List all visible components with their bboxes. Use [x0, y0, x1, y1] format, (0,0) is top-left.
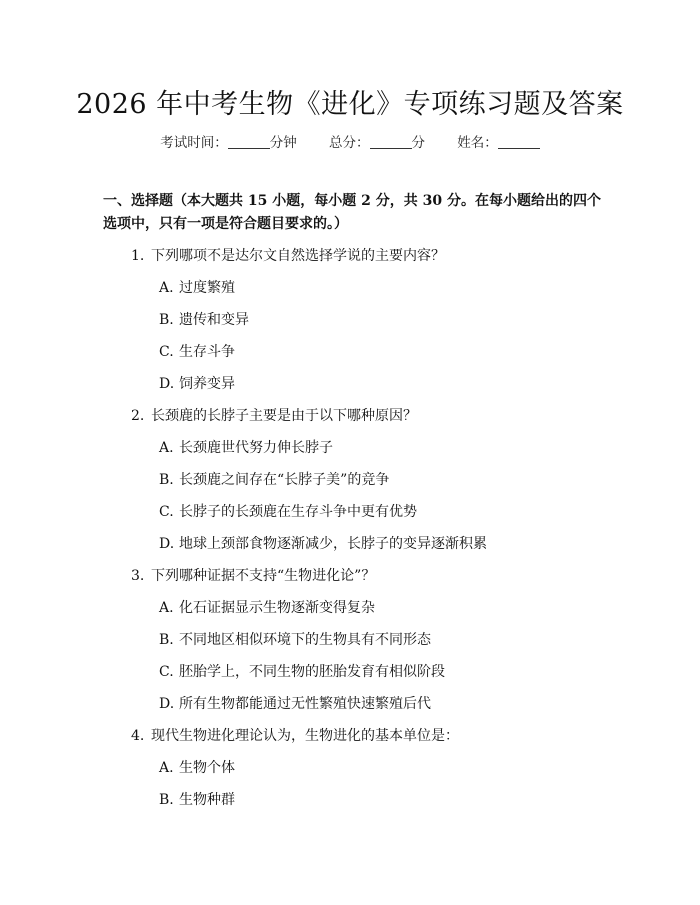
option-2d: [159, 533, 487, 553]
option-text: 饲养变异: [179, 376, 235, 392]
option-letter: B.: [159, 632, 174, 648]
option-letter: D.: [159, 536, 175, 552]
option-text: 所有生物都能通过无性繁殖快速繁殖后代: [179, 696, 431, 712]
student-name-label: 姓名：: [457, 135, 498, 151]
question-3: [131, 565, 375, 585]
option-4a: [159, 757, 235, 777]
option-letter: D.: [159, 696, 175, 712]
option-3c: [159, 661, 445, 681]
option-text: 长颈鹿世代努力伸长脖子: [179, 440, 333, 456]
option-text: 生存斗争: [179, 344, 235, 360]
question-text: 下列哪项不是达尔文自然选择学说的主要内容？: [151, 248, 445, 264]
question-2: [131, 405, 417, 425]
option-text: 遗传和变异: [179, 312, 249, 328]
option-letter: C.: [159, 344, 174, 360]
question-number: 4.: [131, 728, 145, 744]
option-letter: B.: [159, 312, 174, 328]
option-text: 过度繁殖: [179, 280, 235, 296]
option-text: 地球上颈部食物逐渐减少，长脖子的变异逐渐积累: [179, 536, 487, 552]
option-4b: [159, 789, 235, 809]
option-text: 化石证据显示生物逐渐变得复杂: [179, 600, 375, 616]
option-text: 生物个体: [179, 760, 235, 776]
option-2a: [159, 437, 333, 457]
option-1b: [159, 309, 249, 329]
option-text: 长脖子的长颈鹿在生存斗争中更有优势: [179, 504, 417, 520]
total-score-label: 总分：: [329, 135, 370, 151]
option-1a: [159, 277, 235, 297]
option-letter: A.: [159, 440, 174, 456]
question-text: 长颈鹿的长脖子主要是由于以下哪种原因？: [151, 408, 417, 424]
section-heading: 一、选择题（本大题共 15 小题，每小题 2 分，共 30 分。在每小题给出的四个选项中，只有一项是符合题目要求的。）: [103, 193, 601, 232]
option-3b: [159, 629, 431, 649]
exam-info-line: [0, 131, 700, 151]
total-score-unit: 分: [411, 135, 425, 151]
option-3d: [159, 693, 431, 713]
option-letter: D.: [159, 376, 175, 392]
option-letter: A.: [159, 600, 174, 616]
exam-time-field: [160, 135, 301, 151]
option-2b: [159, 469, 389, 489]
question-4: [131, 725, 459, 745]
question-1: [131, 245, 445, 265]
question-text: 下列哪种证据不支持“生物进化论”？: [151, 568, 376, 584]
option-3a: [159, 597, 375, 617]
option-1c: [159, 341, 235, 361]
question-number: 3.: [131, 568, 145, 584]
exam-time-blank: [228, 135, 270, 149]
option-1d: [159, 373, 235, 393]
exam-time-unit: 分钟: [269, 135, 297, 151]
question-text: 现代生物进化理论认为，生物进化的基本单位是：: [151, 728, 459, 744]
option-letter: B.: [159, 792, 174, 808]
option-letter: C.: [159, 664, 174, 680]
option-letter: C.: [159, 504, 174, 520]
question-number: 2.: [131, 408, 145, 424]
question-number: 1.: [131, 248, 145, 264]
option-text: 不同地区相似环境下的生物具有不同形态: [179, 632, 431, 648]
exam-time-label: 考试时间：: [160, 135, 228, 151]
student-name-field: [457, 135, 540, 151]
option-letter: A.: [159, 760, 174, 776]
option-text: 长颈鹿之间存在“长脖子美”的竞争: [179, 472, 390, 488]
total-score-blank: [370, 135, 412, 149]
page-title: 2026 年中考生物《进化》专项练习题及答案: [76, 89, 624, 120]
option-2c: [159, 501, 417, 521]
option-text: 胚胎学上，不同生物的胚胎发育有相似阶段: [179, 664, 445, 680]
option-letter: B.: [159, 472, 174, 488]
option-text: 生物种群: [179, 792, 235, 808]
option-letter: A.: [159, 280, 174, 296]
total-score-field: [329, 135, 429, 151]
student-name-blank: [498, 135, 540, 149]
